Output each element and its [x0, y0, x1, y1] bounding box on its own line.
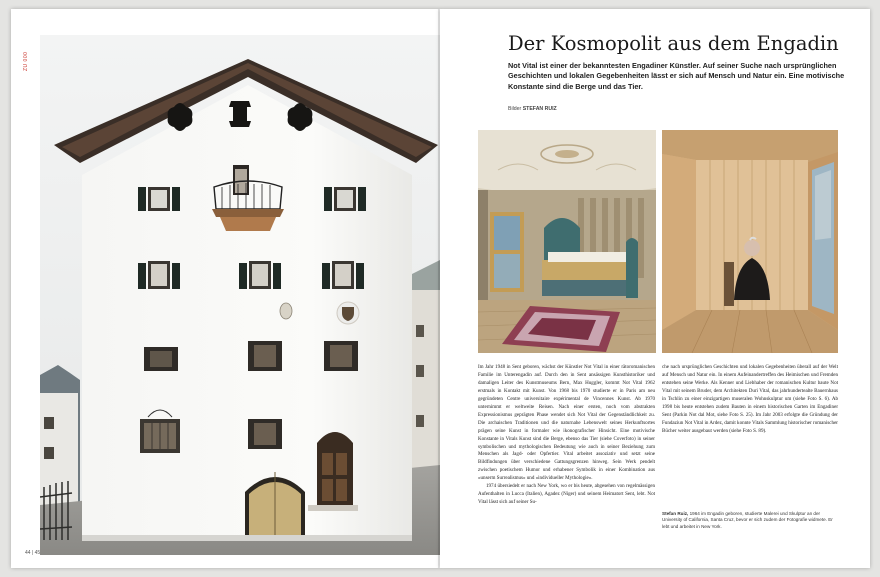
credit-name: STEFAN RUIZ — [522, 106, 557, 112]
section-label: ZU 000 — [23, 51, 29, 71]
right-page — [440, 9, 870, 568]
article-lead: Not Vital ist einer der bekanntesten Engadiner Künstler. Auf seiner Suche nach ursprünglichen Geschichten und lokalen Gegebenheiten lässt er sich auf Mensch und Natur ein. Eine motivische Konstante sind die Berge und das Tier. — [508, 61, 845, 91]
article-body-column-1 — [478, 364, 655, 507]
body-paragraph-2: 1974 übersiedelt er nach New York, wo er bis heute, abgesehen von regelmässigen Aufenthalten in Lucca (Italien), Agadez (Niger) und seinem Heimatort Sent, lebt. Not Vital lässt sich auf seiner Su- — [478, 483, 655, 506]
bio-text: 1964 im Engadin geboren, studierte Malerei und Skulptur an der University of California, Santa Cruz, bevor er sich zudem der Fotografie widmete. Er lebt und arbeitet in New York. — [662, 511, 833, 529]
body-paragraph-3: che nach ursprünglichen Geschichten und lokalen Gegebenheiten überall auf der Welt auf Mensch und Natur ein. In einem Aufeinandertreffen des Heimischen und Fremden entstehen seine Werke. Als Kenner und Liebhaber der romanischen Kultur baute Not Vital mit seinem Bruder, dem Architekten Duri Vital, das jahrhundertealte Bauernhaus in Tschlin zu einer einzigartigen museralen Wohnskulptur um (siehe Foto S. 6). Ab 1998 bis heute entstehen zudem Bauten in einem historischen Garten im Engadiner Sent (Parkin Not dal Mot, siehe Foto S. 25). Im Jahr 2003 erfolgte die Gründung der Fundaziun Not Vital in Ardez, damit konnte Vitals Sammlung historischer romanischer Bücher weiter ausgebaut werden (siehe Foto S. 89). — [662, 364, 838, 434]
bedroom-photo — [478, 130, 656, 353]
wooden-room-portrait-photo — [662, 130, 838, 353]
article-body-column-2 — [662, 364, 838, 436]
photo-credit — [508, 106, 557, 112]
credit-prefix: Bilder — [508, 106, 522, 112]
page-folio: 44 | 45 — [25, 550, 41, 556]
left-page — [11, 9, 440, 568]
body-paragraph-1: Im Jahr 1948 in Sent geboren, wächst der Künstler Not Vital in einer rätoromanischen Familie im Unterengadin auf. Durch den in Sent ansässigen Kunsthistoriker und damaligen Leiter des Kunstmuseums Bern, Max Huggler, kommt Not Vital 1962 erstmals in Kontakt mit Kunst. Von 1968 bis 1970 studierte er in Paris am neu gegründeten Centre universitaire expérimental de Vincennes Kunst. Ab 1970 unternimmt er weltweite Reisen. Nach einer ersten, noch vom abstrakten Expressionismus geprägten Phase wendet sich Not Vital der Gegenständlichkeit zu. Die archaischen Traditionen und die naturnahe Lebenswelt seines Herkunftsortes prägen seine Kunst in formaler wie ikonografischer Hinsicht. Eine motivische Konstante in Vitals Kunst sind die Berge, ebenso das Tier (siehe Coverfoto) in seiner symbolischen und mythologischen Bedeutung wie auch in seiner Beziehung zum Menschen als Jagd- oder Opfertier. Vital arbeitet assoziativ und setzt seine Bildfindungen über verschiedene Gattungsgrenzen hinweg. Sein Werk pendelt zwischen poetischem Humor und erhabener Symbolik in einer Kombination aus «unserm Surrealismus» und «individueller Mythologie». — [478, 364, 655, 482]
bio-name: Stefan Ruiz, — [662, 511, 689, 516]
photographer-bio — [662, 511, 838, 530]
article-title: Der Kosmopolit aus dem Engadin — [508, 32, 839, 55]
house-photo — [40, 35, 440, 555]
